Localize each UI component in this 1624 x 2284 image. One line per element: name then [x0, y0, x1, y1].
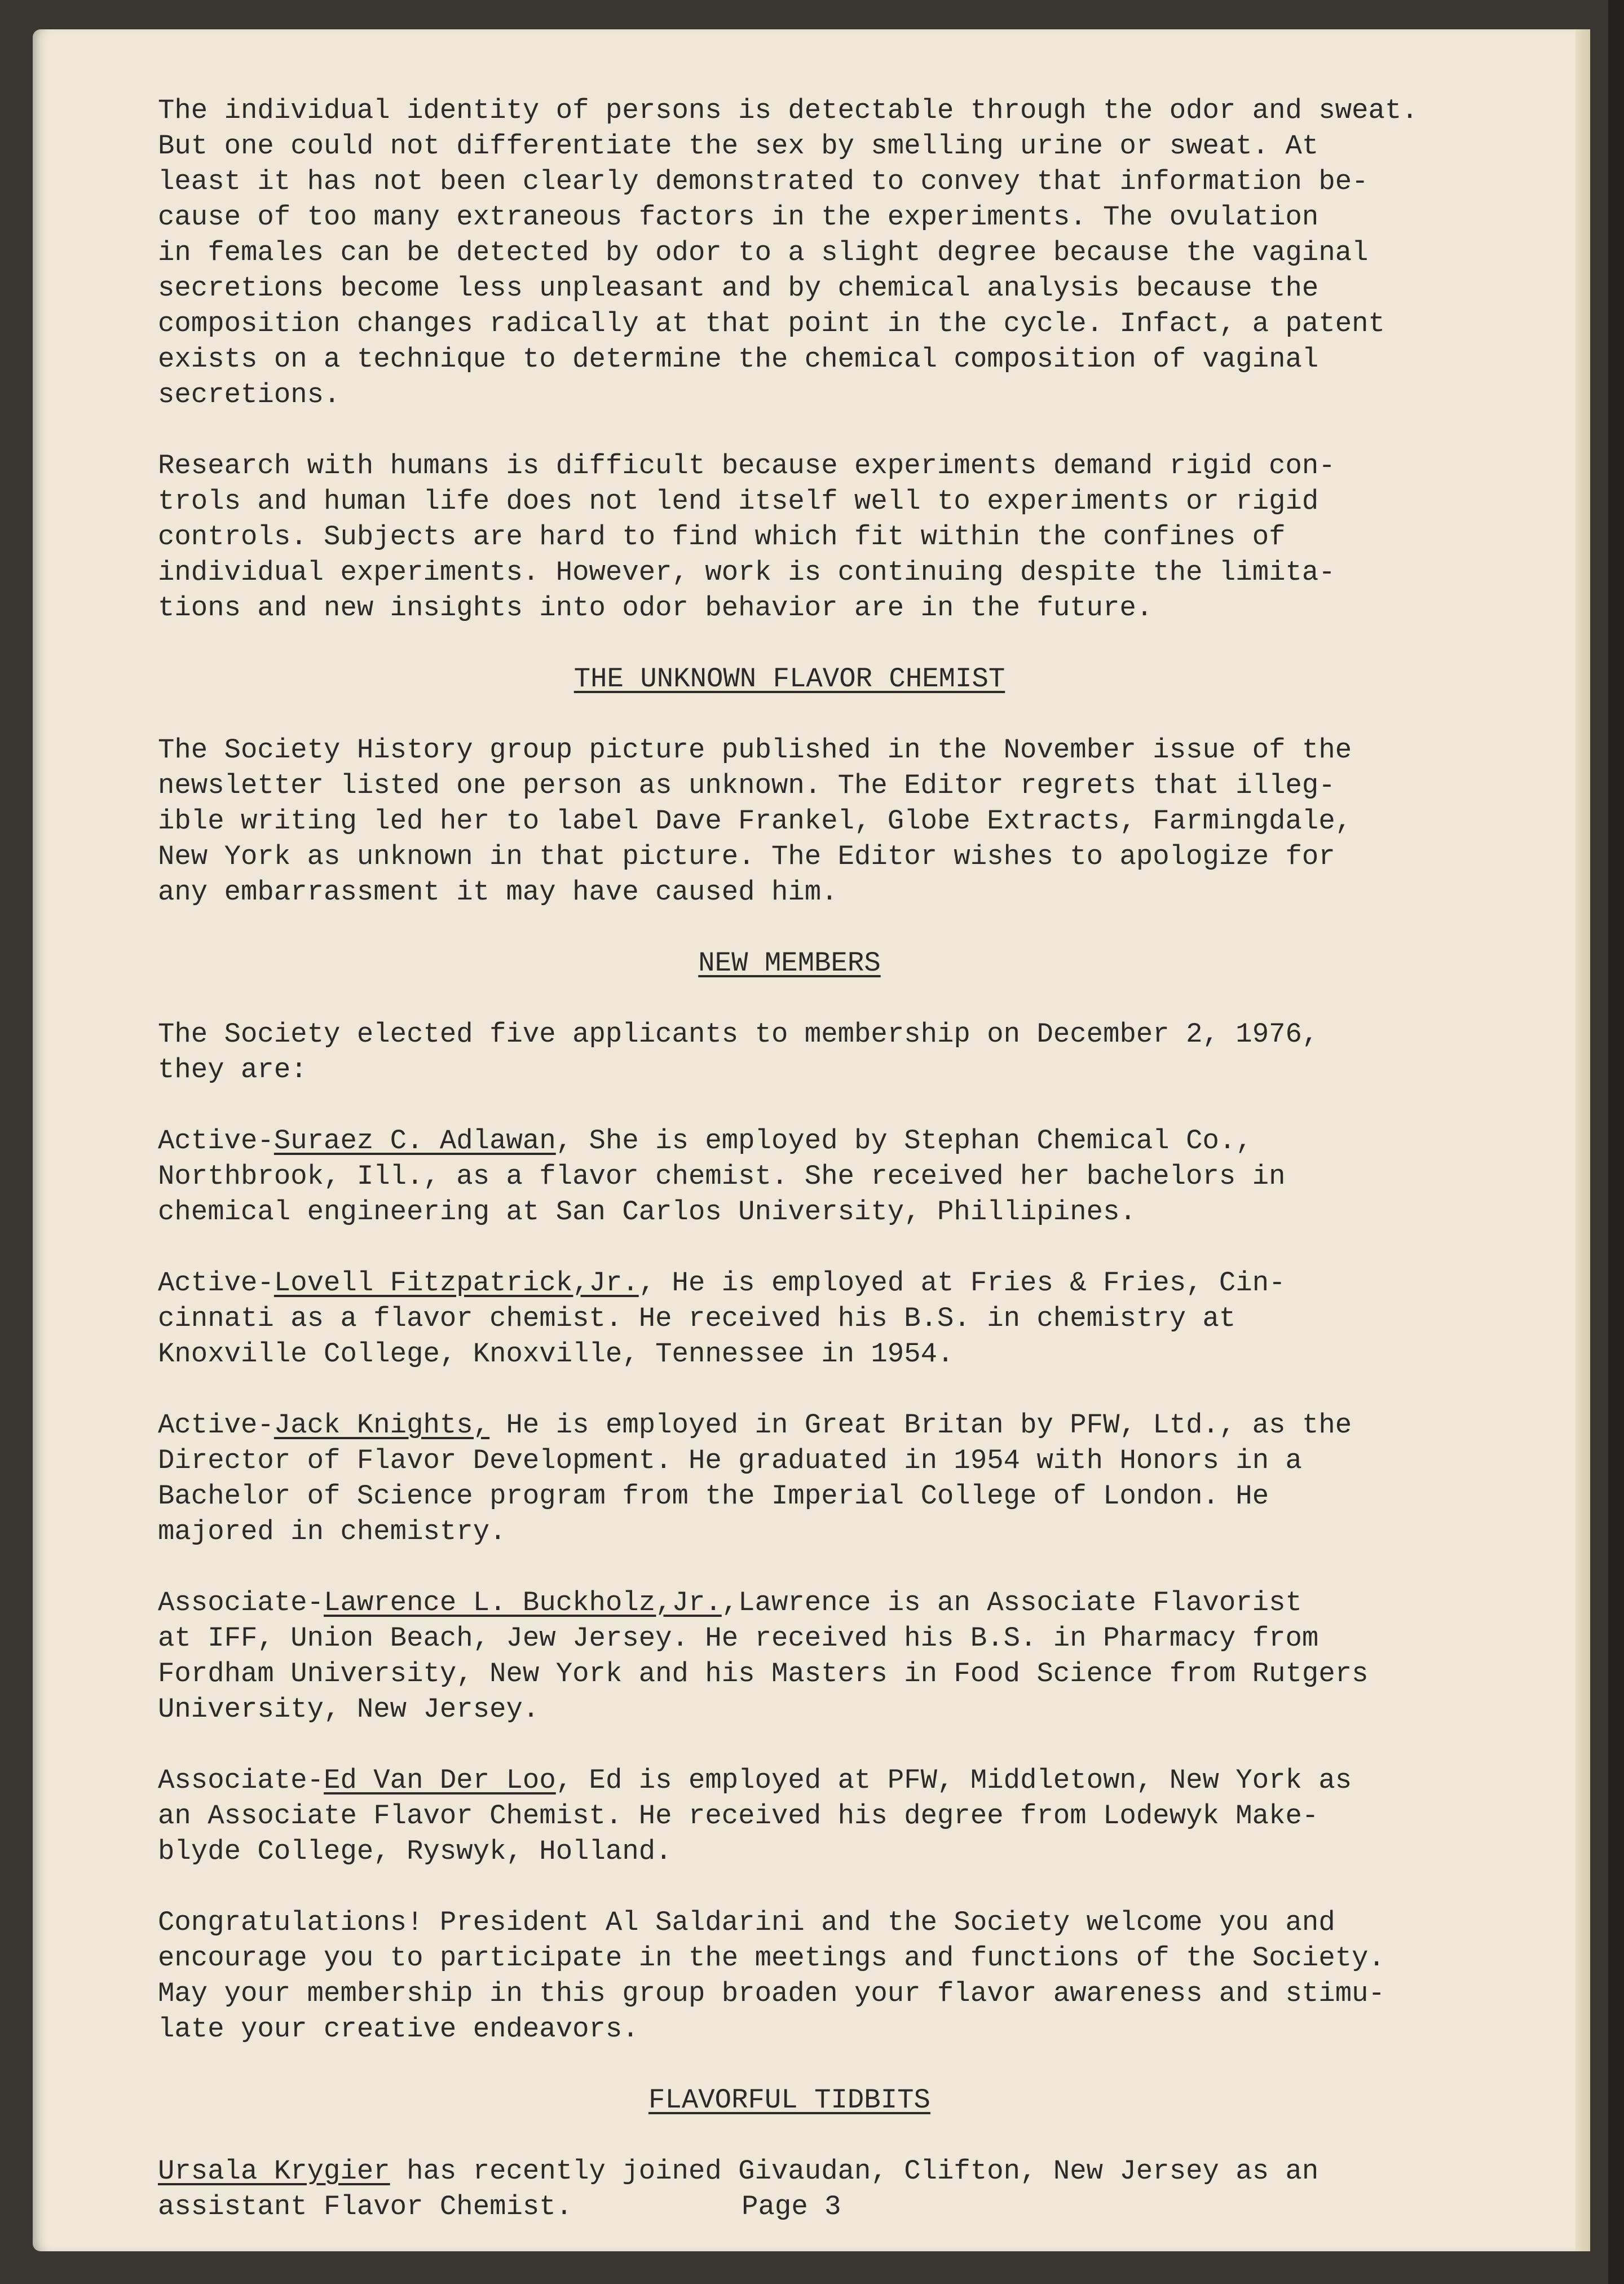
member-type: Active- [158, 1125, 274, 1157]
member-name: Jack Knights, [273, 1409, 490, 1441]
paragraph-congratulations: Congratulations! President Al Saldarini and the Society welcome you and encourage you to participate in the meetings and functions of the Society. May your membership in this group broaden your flavor awareness and stimu- late your creative endeavors. [158, 1907, 1385, 2045]
scan-background-edge [1608, 0, 1624, 2284]
heading-unknown-flavor-chemist-text: THE UNKNOWN FLAVOR CHEMIST [573, 663, 1005, 695]
member-type: Active- [158, 1267, 274, 1299]
member-entry [158, 1266, 1556, 1372]
page-number: Page 3 [742, 2191, 841, 2223]
sheet-fold-edge [1576, 29, 1590, 2251]
member-name: Suraez C. Adlawan [273, 1125, 556, 1157]
tidbit-line-1 [158, 2154, 1556, 2189]
paragraph-unknown-chemist: The Society History group picture published in the November issue of the newsletter listed one person as unknown. The Editor regrets that illeg- ible writing led her to label Dave Frankel, Globe Extracts, Farmingdale, New York as unknown in that picture. The Editor wishes to apologize for any embarrassment it may have caused him. [158, 734, 1352, 908]
tidbit-line-2 [158, 2189, 1556, 2225]
member-type: Associate- [158, 1765, 324, 1796]
member-entry [158, 1763, 1556, 1869]
member-name: Ed Van Der Loo [324, 1765, 556, 1796]
heading-flavorful-tidbits [158, 2083, 1556, 2118]
paragraph-odor-identity: The individual identity of persons is detectable through the odor and sweat. But one could not differentiate the sex by smelling urine or sweat. At least it has not been clearly demonstrated to convey that information be- cause of too many extraneous factors in the experiments. The ovulation in females can be detected by odor to a slight degree because the vaginal secretions become less unpleasant and by chemical analysis because the composition changes radically at that point in the cycle. Infact, a patent exists on a technique to determine the chemical composition of vaginal secretions. [158, 95, 1418, 411]
paragraph-human-research: Research with humans is difficult because experiments demand rigid con- trols and human life does not lend itself well to experiments or rigid controls. Subjects are hard to find which fit within the confines of individual experiments. However, work is continuing despite the limita- tions and new insights into odor behavior are in the future. [158, 450, 1335, 624]
member-description: ,Lawrence is an Associate Flavorist at IFF, Union Beach, Jew Jersey. He received his B.S. in Pharmacy from Fordham University, New York and his Masters in Food Science from Rutgers University, New Jersey. [158, 1587, 1369, 1725]
member-description: He is employed in Great Britan by PFW, Ltd., as the Director of Flavor Development. He graduated in 1954 with Honors in a Bachelor of Science program from the Imperial College of London. He majored in chemistry. [158, 1409, 1352, 1547]
heading-new-members-text: NEW MEMBERS [698, 947, 881, 979]
tidbit-text: has recently joined Givaudan, Clifton, New Jersey as an [390, 2155, 1319, 2187]
document-page [158, 93, 1556, 2225]
heading-new-members [158, 946, 1556, 981]
tidbit-text-continued: assistant Flavor Chemist. [158, 2191, 573, 2223]
member-description: , Ed is employed at PFW, Middletown, New York as an Associate Flavor Chemist. He received his degree from Lodewyk Make- blyde College, Ryswyk, Holland. [158, 1765, 1352, 1867]
member-entry [158, 1585, 1556, 1727]
member-name: Lovell Fitzpatrick,Jr. [273, 1267, 639, 1299]
member-type: Active- [158, 1409, 274, 1441]
heading-unknown-flavor-chemist [158, 662, 1556, 697]
member-description: , She is employed by Stephan Chemical Co., Northbrook, Ill., as a flavor chemist. She received her bachelors in chemical engineering at San Carlos University, Phillipines. [158, 1125, 1286, 1228]
member-description: , He is employed at Fries & Fries, Cin- cinnati as a flavor chemist. He received his B.S. in chemistry at Knoxville College, Knoxville, Tennessee in 1954. [158, 1267, 1286, 1370]
heading-flavorful-tidbits-text: FLAVORFUL TIDBITS [648, 2084, 930, 2116]
member-name: Lawrence L. Buckholz,Jr. [324, 1587, 722, 1619]
tidbit-person-name: Ursala Krygier [158, 2155, 390, 2187]
member-type: Associate- [158, 1587, 324, 1619]
member-entry [158, 1123, 1556, 1230]
paragraph-new-members-intro: The Society elected five applicants to membership on December 2, 1976, they are: [158, 1018, 1319, 1086]
member-entry [158, 1408, 1556, 1550]
